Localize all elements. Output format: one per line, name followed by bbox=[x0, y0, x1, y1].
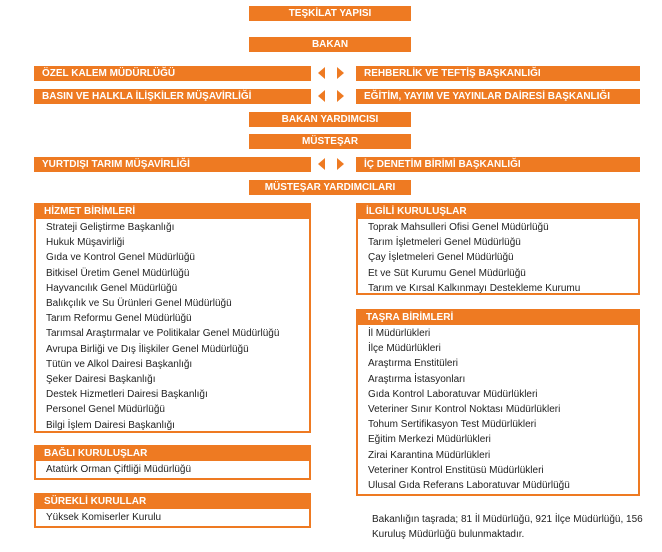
list-item: Et ve Süt Kurumu Genel Müdürlüğü bbox=[368, 267, 526, 279]
list-item: Strateji Geliştirme Başkanlığı bbox=[46, 222, 175, 233]
arrow-right-icon bbox=[337, 67, 344, 79]
ozel-kalem-box: ÖZEL KALEM MÜDÜRLÜĞÜ bbox=[34, 66, 311, 81]
list-item: Şeker Dairesi Başkanlığı bbox=[46, 374, 156, 386]
ic-denetim-box: İÇ DENETİM BİRİMİ BAŞKANLIĞI bbox=[356, 157, 640, 172]
footnote-text: Bakanlığın taşrada; 81 İl Müdürlüğü, 921 İlçe Müdürlüğü, 156 Kuruluş Müdürlüğü bulunmaktadır. bbox=[372, 514, 643, 540]
list-item: Avrupa Birliği ve Dış İlişkiler Genel Müdürlüğü bbox=[46, 343, 249, 355]
list-item: İlçe Müdürlükleri bbox=[368, 343, 441, 355]
list-item: Hukuk Müşavirliği bbox=[46, 237, 125, 249]
list-item: Atatürk Orman Çiftliği Müdürlüğü bbox=[46, 464, 192, 475]
list-item: Araştırma Enstitüleri bbox=[368, 358, 459, 370]
list-item: Veteriner Kontrol Enstitüsü Müdürlükleri bbox=[368, 464, 544, 476]
list-item: Destek Hizmetleri Dairesi Başkanlığı bbox=[46, 389, 208, 401]
tasra-birimleri-title: TAŞRA BİRİMLERİ bbox=[358, 311, 638, 325]
basin-box: BASIN VE HALKLA İLİŞKİLER MÜŞAVİRLİĞİ bbox=[34, 89, 311, 104]
teskilat-yapisi-title: TEŞKİLAT YAPISI bbox=[249, 6, 411, 21]
list-item: Araştırma İstasyonları bbox=[368, 373, 466, 385]
arrow-right-icon bbox=[337, 158, 344, 170]
mustesar-box: MÜSTEŞAR bbox=[249, 134, 411, 149]
list-item: Veteriner Sınır Kontrol Noktası Müdürlükleri bbox=[368, 404, 561, 416]
yurtdisi-box: YURTDIŞI TARIM MÜŞAVİRLİĞİ bbox=[34, 157, 311, 172]
list-item: Bitkisel Üretim Genel Müdürlüğü bbox=[46, 267, 190, 279]
arrow-left-icon bbox=[318, 67, 325, 79]
list-item: Zirai Karantina Müdürlükleri bbox=[368, 449, 491, 461]
arrow-right-icon bbox=[337, 90, 344, 102]
list-item: Tarım ve Kırsal Kalkınmayı Destekleme Kurumu bbox=[368, 282, 581, 294]
ilgili-kuruluslar-panel bbox=[356, 203, 640, 295]
list-item: Gıda ve Kontrol Genel Müdürlüğü bbox=[46, 252, 195, 264]
list-item: Eğitim Merkezi Müdürlükleri bbox=[368, 434, 491, 446]
rehberlik-box: REHBERLİK VE TEFTİŞ BAŞKANLIĞI bbox=[356, 66, 640, 81]
arrow-left-icon bbox=[318, 90, 325, 102]
surekli-kurullar-title: SÜREKLİ KURULLAR bbox=[36, 495, 309, 509]
list-item: Gıda Kontrol Laboratuvar Müdürlükleri bbox=[368, 388, 538, 400]
hizmet-birimleri-panel bbox=[34, 203, 311, 433]
mustesar-yardimcilari-box: MÜSTEŞAR YARDIMCILARI bbox=[249, 180, 411, 195]
list-item: Tarım Reformu Genel Müdürlüğü bbox=[46, 313, 192, 325]
hizmet-birimleri-title: HİZMET BİRİMLERİ bbox=[36, 205, 309, 219]
list-item: Hayvancılık Genel Müdürlüğü bbox=[46, 282, 178, 294]
list-item: Tarım İşletmeleri Genel Müdürlüğü bbox=[368, 237, 521, 249]
list-item: Balıkçılık ve Su Ürünleri Genel Müdürlüğü bbox=[46, 298, 232, 310]
surekli-kurullar-panel bbox=[34, 493, 311, 528]
list-item: Ulusal Gıda Referans Laboratuvar Müdürlüğü bbox=[368, 480, 570, 492]
bakan-box: BAKAN bbox=[249, 37, 411, 52]
bagli-kuruluslar-title: BAĞLI KURULUŞLAR bbox=[36, 447, 309, 461]
bakan-yardimcisi-box: BAKAN YARDIMCISI bbox=[249, 112, 411, 127]
list-item: Toprak Mahsulleri Ofisi Genel Müdürlüğü bbox=[368, 222, 549, 233]
list-item: Personel Genel Müdürlüğü bbox=[46, 404, 165, 416]
arrow-left-icon bbox=[318, 158, 325, 170]
list-item: Tohum Sertifikasyon Test Müdürlükleri bbox=[368, 419, 537, 431]
list-item: Yüksek Komiserler Kurulu bbox=[46, 512, 162, 523]
list-item: Bilgi İşlem Dairesi Başkanlığı bbox=[46, 419, 175, 431]
list-item: Tarımsal Araştırmalar ve Politikalar Genel Müdürlüğü bbox=[46, 328, 280, 340]
ilgili-kuruluslar-title: İLGİLİ KURULUŞLAR bbox=[358, 205, 638, 219]
list-item: Tütün ve Alkol Dairesi Başkanlığı bbox=[46, 358, 193, 370]
list-item: İl Müdürlükleri bbox=[368, 328, 431, 339]
egitim-box: EĞİTİM, YAYIM VE YAYINLAR DAİRESİ BAŞKANLIĞI bbox=[356, 89, 640, 104]
list-item: Çay İşletmeleri Genel Müdürlüğü bbox=[368, 252, 514, 264]
tasra-birimleri-panel bbox=[356, 309, 640, 496]
bagli-kuruluslar-panel bbox=[34, 445, 311, 480]
